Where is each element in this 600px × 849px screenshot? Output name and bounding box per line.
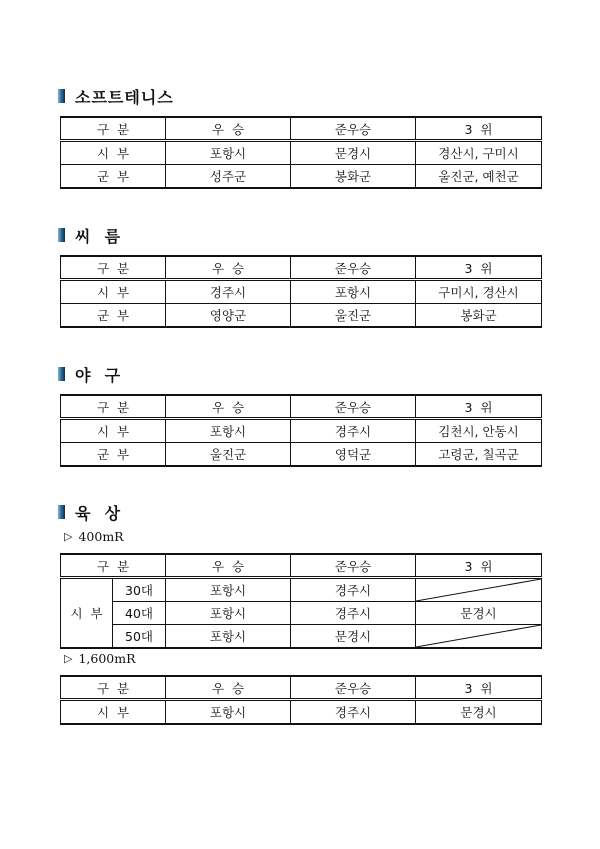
cell-win: 포항시 <box>166 578 291 602</box>
section-title-text: 씨 름 <box>75 226 122 246</box>
table-row <box>61 578 542 602</box>
cell-gubun: 군 부 <box>61 443 166 467</box>
cell-gubun: 시 부 <box>61 280 166 304</box>
cell-win: 울진군 <box>166 443 291 467</box>
section-title-text: 소프트테니스 <box>75 87 174 107</box>
header-third: 3 위 <box>416 117 542 141</box>
section-title-text: 육 상 <box>75 503 122 523</box>
header-win: 우 승 <box>166 554 291 578</box>
cell-runner: 울진군 <box>291 304 416 328</box>
cell-gubun: 시 부 <box>61 141 166 165</box>
subtitle-text: 400mR <box>78 529 124 544</box>
section-bullet-icon <box>58 89 65 103</box>
cell-third: 경산시, 구미시 <box>416 141 542 165</box>
cell-gubun: 시 부 <box>61 700 166 725</box>
section-bullet-icon <box>58 505 65 519</box>
header-runner: 준우승 <box>291 395 416 419</box>
cell-third: 봉화군 <box>416 304 542 328</box>
table-row <box>61 625 542 649</box>
table-row <box>61 443 542 467</box>
cell-age: 40대 <box>113 602 166 625</box>
softtennis-table <box>60 116 542 189</box>
table-row <box>61 304 542 328</box>
header-gubun: 구 분 <box>61 117 166 141</box>
cell-win: 포항시 <box>166 141 291 165</box>
cell-third: 문경시 <box>416 700 542 725</box>
cell-third-empty <box>416 578 542 602</box>
cell-win: 영양군 <box>166 304 291 328</box>
cell-age: 30대 <box>113 578 166 602</box>
header-gubun: 구 분 <box>61 395 166 419</box>
cell-runner: 경주시 <box>291 578 416 602</box>
cell-age: 50대 <box>113 625 166 649</box>
triangle-right-icon: ▷ <box>64 652 73 665</box>
section-bullet-icon <box>58 228 65 242</box>
subtitle-text: 1,600mR <box>78 651 136 666</box>
cell-third: 김천시, 안동시 <box>416 419 542 443</box>
header-runner: 준우승 <box>291 676 416 700</box>
cell-gubun: 군 부 <box>61 304 166 328</box>
cell-runner: 봉화군 <box>291 165 416 189</box>
section-bullet-icon <box>58 367 65 381</box>
cell-runner: 경주시 <box>291 419 416 443</box>
section-title-softtennis <box>58 86 174 106</box>
section-title-text: 야 구 <box>75 365 122 385</box>
header-third: 3 위 <box>416 676 542 700</box>
table-row <box>61 419 542 443</box>
cell-runner: 포항시 <box>291 280 416 304</box>
diagonal-slash-icon <box>416 579 541 601</box>
header-gubun: 구 분 <box>61 676 166 700</box>
cell-third: 울진군, 예천군 <box>416 165 542 189</box>
header-runner: 준우승 <box>291 256 416 280</box>
cell-third-empty <box>416 625 542 649</box>
cell-win: 포항시 <box>166 419 291 443</box>
triangle-right-icon: ▷ <box>64 530 73 543</box>
section-title-athletics <box>58 502 121 522</box>
cell-gubun: 시 부 <box>61 419 166 443</box>
cell-win: 경주시 <box>166 280 291 304</box>
cell-third: 구미시, 경산시 <box>416 280 542 304</box>
athletics-1600mr-table <box>60 675 542 725</box>
cell-runner: 영덕군 <box>291 443 416 467</box>
section-title-baseball <box>58 364 121 384</box>
cell-third: 고령군, 칠곡군 <box>416 443 542 467</box>
header-win: 우 승 <box>166 117 291 141</box>
cell-third: 문경시 <box>416 602 542 625</box>
header-runner: 준우승 <box>291 554 416 578</box>
header-runner: 준우승 <box>291 117 416 141</box>
cell-runner: 문경시 <box>291 141 416 165</box>
subtitle-1600mr <box>64 651 136 666</box>
cell-win: 포항시 <box>166 700 291 725</box>
table-row <box>61 165 542 189</box>
header-gubun: 구 분 <box>61 554 166 578</box>
header-gubun: 구 분 <box>61 256 166 280</box>
subtitle-400mr <box>64 529 124 544</box>
baseball-table <box>60 394 542 467</box>
header-third: 3 위 <box>416 256 542 280</box>
athletics-400mr-table <box>60 553 542 649</box>
table-row <box>61 700 542 725</box>
header-win: 우 승 <box>166 256 291 280</box>
header-third: 3 위 <box>416 395 542 419</box>
cell-runner: 경주시 <box>291 700 416 725</box>
table-row <box>61 141 542 165</box>
table-row <box>61 280 542 304</box>
section-title-ssireum <box>58 225 121 245</box>
ssireum-table <box>60 255 542 328</box>
cell-runner: 문경시 <box>291 625 416 649</box>
table-row <box>61 602 542 625</box>
diagonal-slash-icon <box>416 625 541 647</box>
cell-win: 포항시 <box>166 625 291 649</box>
cell-win: 포항시 <box>166 602 291 625</box>
header-third: 3 위 <box>416 554 542 578</box>
header-win: 우 승 <box>166 676 291 700</box>
cell-gubun: 군 부 <box>61 165 166 189</box>
cell-group: 시 부 <box>61 578 113 649</box>
cell-win: 성주군 <box>166 165 291 189</box>
header-win: 우 승 <box>166 395 291 419</box>
cell-runner: 경주시 <box>291 602 416 625</box>
